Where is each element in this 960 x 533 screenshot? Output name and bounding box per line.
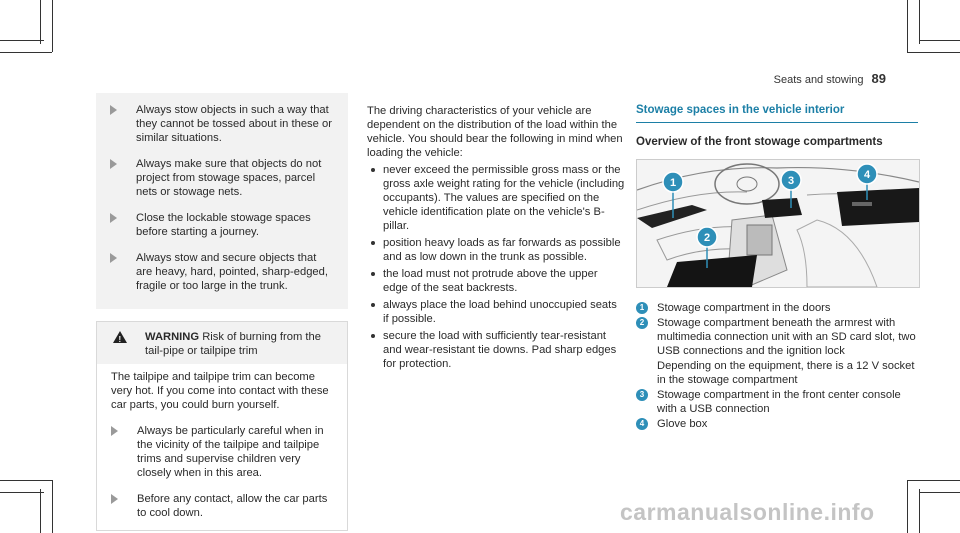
arrow-icon — [111, 426, 118, 436]
tip-text: Always stow and secure objects that are heavy, hard, pointed, sharp-edged, fragile or too large in the trunk. — [136, 252, 328, 292]
list-item: always place the load behind unoccupied seats if possible. — [367, 298, 625, 326]
crop-mark — [907, 52, 960, 53]
crop-mark — [907, 480, 908, 533]
callout-label: 1 — [669, 177, 677, 189]
column-right — [636, 103, 918, 432]
legend-text: Stowage compartment in the doors — [657, 302, 831, 314]
legend-item — [636, 417, 918, 431]
warning-tip — [111, 492, 333, 520]
arrow-icon — [110, 159, 117, 169]
list-item: the load must not protrude above the upper edge of the seat backrests. — [367, 267, 625, 295]
arrow-icon — [110, 253, 117, 263]
legend-text: Stowage compartment beneath the armrest with multimedia connection unit with an SD card slot, two USB connections and the ignition lock — [657, 317, 916, 357]
tip-text: Close the lockable stowage spaces before starting a journey. — [136, 212, 311, 238]
list-item: position heavy loads as far forwards as possible and as low down in the trunk as possible. — [367, 236, 625, 264]
tip-item — [110, 251, 334, 293]
callout-badge: 3 — [636, 389, 648, 401]
callout-label: 4 — [863, 169, 871, 181]
callout-badge: 1 — [636, 302, 648, 314]
crop-mark — [0, 492, 44, 493]
callout-badge: 2 — [636, 317, 648, 329]
callout-label: 3 — [787, 175, 795, 187]
crop-mark — [919, 492, 960, 493]
tip-item — [110, 157, 334, 199]
legend-text: Glove box — [657, 418, 708, 430]
figure-legend — [636, 301, 918, 431]
warning-label: WARNING — [145, 331, 200, 343]
crop-mark — [919, 40, 960, 41]
legend-note — [636, 359, 918, 387]
watermark: carmanualsonline.info — [620, 499, 875, 525]
tip-text: Always make sure that objects do not project from stowage spaces, parcel nets or stowage nets. — [136, 158, 322, 198]
warning-tip — [111, 424, 333, 480]
tip-item — [110, 103, 334, 145]
loading-intro: The driving characteristics of your vehicle are dependent on the distribution of the load within the vehicle. You should bear the following in mind when loading the vehicle: — [367, 105, 623, 159]
crop-mark — [40, 489, 41, 533]
tip-text: Always be particularly careful when in the vicinity of the tailpipe and tailpipe trims and supervise children very closely when in this area. — [137, 425, 324, 479]
crop-mark — [0, 52, 52, 53]
column-middle — [367, 104, 625, 374]
crop-mark — [52, 0, 53, 52]
section-name: Seats and stowing — [773, 74, 864, 86]
arrow-icon — [110, 213, 117, 223]
crop-mark — [919, 489, 920, 533]
crop-mark — [0, 480, 52, 481]
list-item: never exceed the permissible gross mass or the gross axle weight rating for the vehicle (including occupants). The values are specified on the vehicle identification plate on the vehicle's B-pillar. — [367, 163, 625, 233]
legend-item — [636, 388, 918, 416]
legend-text: Stowage compartment in the front center console with a USB connection — [657, 389, 901, 415]
callout-label: 2 — [703, 232, 711, 244]
column-left — [96, 93, 348, 531]
callout-badge: 4 — [636, 418, 648, 430]
crop-mark — [52, 480, 53, 533]
page-header — [774, 72, 886, 87]
legend-text: Depending on the equipment, there is a 12 V socket in the stowage compartment — [657, 360, 915, 386]
legend-item — [636, 316, 918, 358]
warning-text: The tailpipe and tailpipe trim can become very hot. If you come into contact with these car parts, you could burn yourself. — [111, 371, 329, 411]
warning-header: ! WARNING Risk of burning from the tail-pipe or tailpipe trim — [97, 322, 347, 364]
section-title: Stowage spaces in the vehicle interior — [636, 103, 918, 123]
crop-mark — [0, 40, 44, 41]
warning-body — [97, 364, 347, 530]
arrow-icon — [111, 494, 118, 504]
warning-box — [96, 321, 348, 531]
tip-text: Before any contact, allow the car parts to cool down. — [137, 493, 328, 519]
arrow-icon — [110, 105, 117, 115]
crop-mark — [907, 480, 960, 481]
warning-title: Risk of burning from the tail-pipe or tailpipe trim — [145, 331, 321, 357]
page-number: 89 — [871, 71, 886, 86]
tip-item — [110, 211, 334, 239]
interior-figure — [636, 159, 920, 288]
subsection-title: Overview of the front stowage compartments — [636, 136, 883, 148]
legend-item — [636, 301, 918, 315]
crop-mark — [919, 0, 920, 44]
list-item: secure the load with sufficiently tear-resistant and wear-resistant tie downs. Pad sharp edges for protection. — [367, 329, 625, 371]
tips-panel — [96, 93, 348, 309]
tip-text: Always stow objects in such a way that they cannot be tossed about in these or similar situations. — [136, 104, 332, 144]
vehicle-interior-image — [637, 160, 919, 287]
crop-mark — [907, 0, 908, 52]
crop-mark — [40, 0, 41, 44]
